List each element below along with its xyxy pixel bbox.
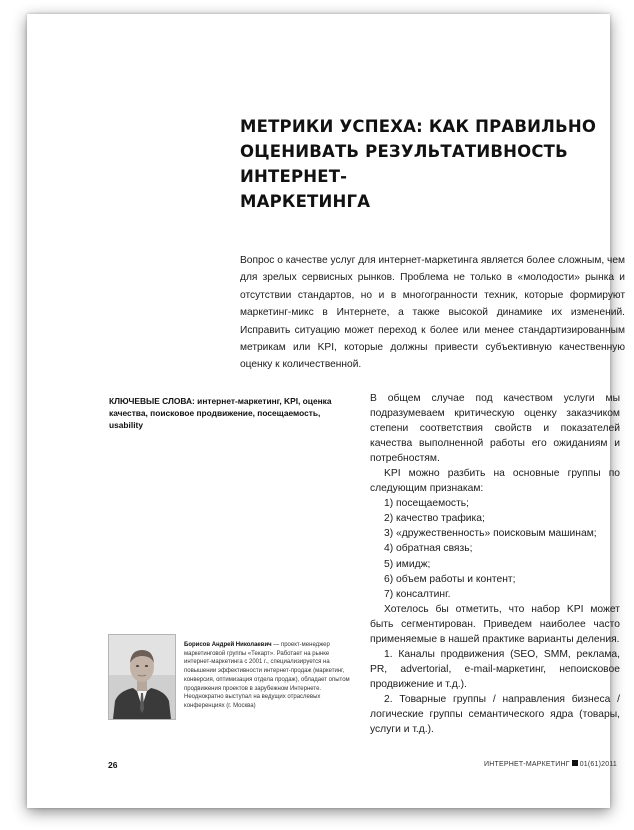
list-item: 3) «дружественность» поисковым машинам; — [384, 528, 597, 540]
author-photo — [108, 634, 176, 720]
square-separator-icon — [572, 760, 578, 766]
body-paragraph-4: 1. Каналы продвижения (SEO, SMM, реклама, PR, advertorial, e-mail-маркетинг, непоисковое продвижение и т.д.). — [370, 648, 620, 690]
body-paragraph-2: KPI можно разбить на основные группы по следующим признакам: — [370, 468, 620, 495]
list-item: 5) имидж; — [384, 558, 431, 570]
article-title — [240, 114, 620, 214]
keywords-label: КЛЮЧЕВЫЕ СЛОВА: — [109, 396, 195, 406]
body-paragraph-3: Хотелось бы отметить, что набор KPI может быть сегментирован. Приведем наиболее часто применяемые в нашей практике варианты деления. — [370, 603, 620, 645]
list-item: 6) объем работы и контент; — [384, 573, 516, 585]
article-lead: Вопрос о качестве услуг для интернет-маркетинга является более сложным, чем для зрелых сервисных рынков. Проблема не только в «молодости» рынка и отсутствии стандартов, но и в многогранности техник, которые формируют маркетинг-микс в Интернете, а также высокой динамике их изменений. Исправить ситуацию может переход к более или менее стандартизированным метрикам или KPI, которые должны привести субъективную качественную оценку к количественной. — [240, 255, 625, 371]
keywords-text: интернет-маркетинг, KPI, оценка качества, поисковое продвижение, посещаемость, usability — [109, 396, 332, 430]
title-line-2: ОЦЕНИВАТЬ РЕЗУЛЬТАТИВНОСТЬ ИНТЕРНЕТ- — [240, 142, 568, 186]
title-line-1: МЕТРИКИ УСПЕХА: КАК ПРАВИЛЬНО — [240, 117, 597, 136]
body-paragraph-1: В общем случае под качеством услуги мы подразумеваем критическую оценку заказчиком степени соответствия свойств и показателей качества выполненной работы его ожиданиям и потребностям. — [370, 393, 620, 465]
author-description: — проект-менеджер маркетинговой группы «Текарт». Работает на рынке интернет-маркетинга с 2001 г., специализируется на повышении эффективности интернет-продаж (маркетинг, конверсия, оптимизация отдела продаж), обладает опытом продвижения проектов в зарубежном Интернете. Неоднократно выступал на ведущих отраслевых конференциях (г. Москва) — [184, 642, 350, 709]
list-item: 7) консалтинг. — [384, 588, 451, 600]
kpi-list — [370, 496, 620, 601]
author-bio — [184, 641, 356, 711]
list-item: 1) посещаемость; — [384, 498, 470, 510]
main-text-column — [370, 391, 620, 737]
keywords-block — [109, 395, 354, 431]
running-footer — [467, 760, 617, 768]
list-item: 2) качество трафика; — [384, 513, 485, 525]
issue-number: 01(61)2011 — [579, 761, 617, 768]
magazine-name: ИНТЕРНЕТ-МАРКЕТИНГ — [484, 761, 570, 768]
author-name: Борисов Андрей Николаевич — [184, 642, 272, 648]
magazine-page — [27, 14, 625, 808]
list-item: 4) обратная связь; — [384, 543, 473, 555]
title-line-3: МАРКЕТИНГА — [240, 192, 371, 211]
page-number: 26 — [108, 760, 118, 770]
body-paragraph-5: 2. Товарные группы / направления бизнеса / логические группы семантического ядра (товары, услуги и т.д.). — [370, 693, 620, 736]
